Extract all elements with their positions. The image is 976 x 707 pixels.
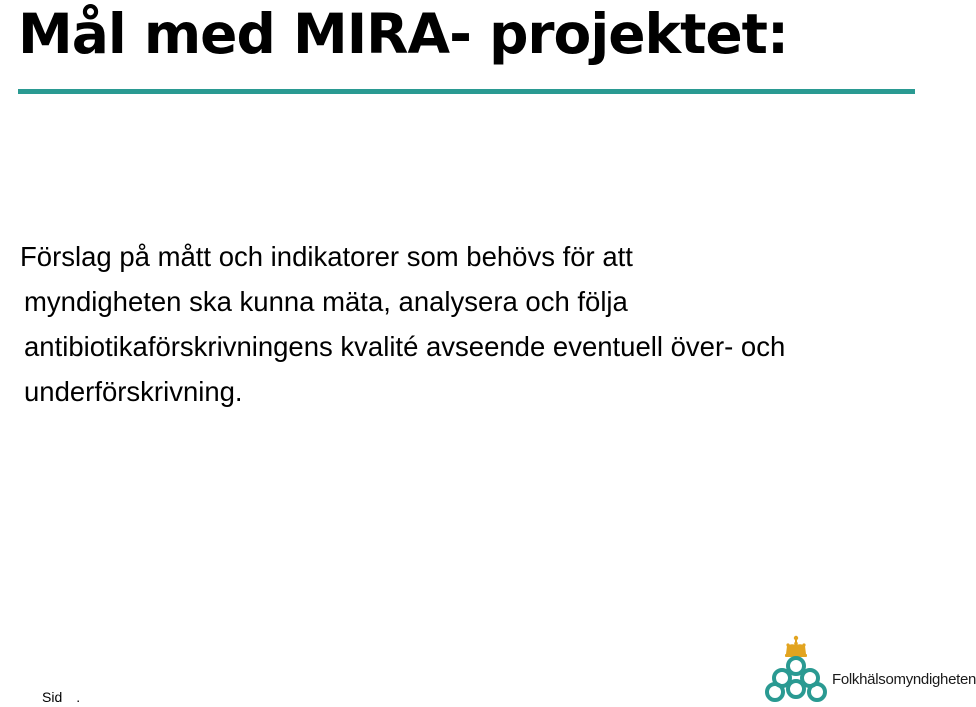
title-divider <box>18 89 915 94</box>
body-line: antibiotikaförskrivningens kvalité avseende eventuell över- och <box>24 331 786 362</box>
slide-body <box>20 234 950 414</box>
crown-icon <box>785 636 807 657</box>
page-separator: . <box>76 689 81 705</box>
body-line: underförskrivning. <box>24 376 243 407</box>
page-number-footer <box>42 688 80 706</box>
slide-title: Mål med MIRA- projektet: <box>18 2 788 66</box>
body-line: myndigheten ska kunna mäta, analysera och följa <box>24 286 628 317</box>
rings-icon <box>767 658 825 700</box>
crown-rings-logo-icon <box>762 634 830 704</box>
page-label: Sid <box>42 689 63 705</box>
body-line: Förslag på mått och indikatorer som behövs för att <box>20 241 633 272</box>
agency-logo <box>762 634 976 704</box>
logo-wordmark: Folkhälsomyndigheten <box>832 671 976 688</box>
